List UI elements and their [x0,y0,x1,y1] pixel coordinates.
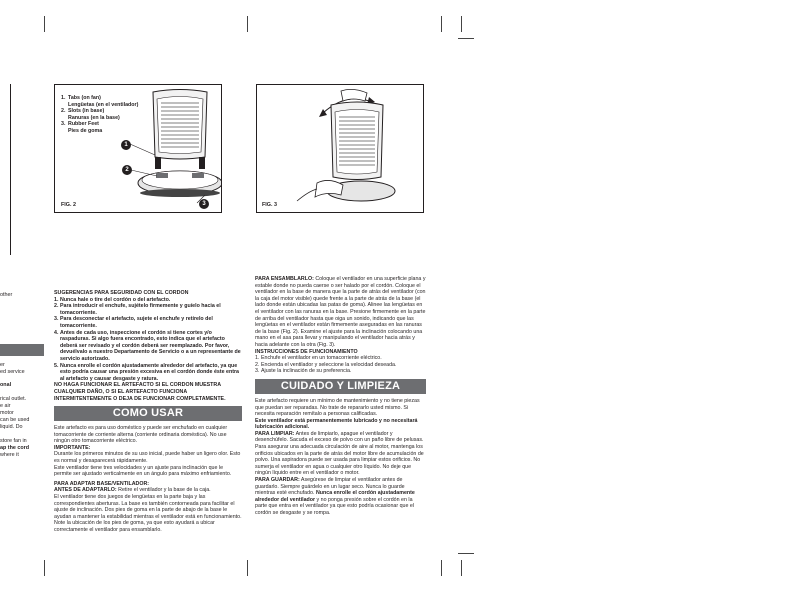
safety-item [54,297,242,304]
operation-step [255,362,426,369]
part-number: 1. [61,95,66,101]
part-name-es: Pies de goma [68,127,103,134]
left-page-fragment: where it [0,452,19,458]
item-number: 4. [54,329,59,336]
callout-1: 1 [121,140,131,150]
step-number: 3. [255,368,260,375]
cuidado-intro: Este artefacto requiere un mínimo de mantenimiento y no tiene piezas que puedan ser reparadas. No trate de repararlo usted mismo. Si necesita reparación remítalo a personas calificadas. [255,397,420,418]
step-text: Encienda el ventilador y seleccione la velocidad deseada. [261,361,397,368]
safety-item [54,316,242,329]
left-page-fragment: e air [0,403,11,409]
limpiar-label: PARA LIMPIAR: [255,430,295,437]
guardar-label: PARA GUARDAR: [255,477,300,484]
left-page-fragment: motor [0,410,14,416]
left-page-fragment: can be used [0,417,30,423]
adaptar-title: PARA ADAPTAR BASE/VENTILADOR: [54,480,150,487]
fan-and-base-illustration [55,85,222,213]
item-text: Para desconectar el artefacto, sujete el enchufe y retírelo del tomacorriente. [60,316,213,329]
importante-text-2: Este ventilador tiene tres velocidades y un ajuste para inclinación que le permite ser ajustado verticalmente en un ángulo para máximo enfriamiento. [54,464,232,478]
left-page-fragment: liquid. Do [0,424,23,430]
crop-mark [458,553,474,554]
item-text: Antes de cada uso, inspeccione el cordón si tiene cortes y/o raspaduras. Si algo fuera encontrado, esto indica que el artefacto deberá ser revisado y el cordón deberá ser reemplazado. Por favor, devuélvalo a nuestro Departamento de Servicio o a un representante de servicio autorizado. [60,329,241,362]
item-number: 2. [54,303,59,310]
crop-mark [441,560,442,576]
guardar-bold-text: Nunca enrolle el cordón ajustadamente alrededor del ventilador [255,490,415,503]
safety-item [54,363,242,383]
importante-text-1: Durante los primeros minutos de su uso inicial, puede haber un ligero olor. Esto es normal y desaparecerá rápidamente. [54,451,241,465]
instrucciones-title: INSTRUCCIONES DE FUNCIONAMIENTO [255,348,358,355]
step-number: 2. [255,361,260,368]
left-page-fragment: er [0,362,5,368]
operation-step [255,355,426,362]
importante-title: IMPORTANTE: [54,444,91,451]
item-text: Nunca enrolle el cordón ajustadamente alrededor del artefacto, ya que esto podría causar una presión excesiva en el cordón donde éste entra al artefacto y causar desgaste y ratura. [60,362,239,382]
left-page-fragment: onal [0,382,12,388]
intro-text: Este artefacto es para uso doméstico y puede ser enchufado en cualquier tomacorriente de corriente alterna (corriente ordinaria doméstica). No use ningún otro tomacorriente eléctrico. [54,425,228,445]
fig3-label: FIG. 3 [262,202,277,208]
asegurar-text: Para asegurar una adecuada circulación de aire al motor, mantenga los orificios ubicados en la parte de atrás del motor libre de acumulación de polvo. Una aspiradora puede ser usada para limpiar estos orificios. No sumerja el ventilador en agua o cualquier otro líquido. No deje que ningún líquido entre en el ventilador o motor. [255,444,424,477]
guardar-text: Asegúrese de limpiar el ventilador antes de guardarlo. Siempre guárdelo en un lugar seco. Nunca lo guarde mientras esté enchufado. [255,477,405,497]
column-right [255,276,426,517]
left-page-fragment: store fan in [0,438,27,444]
fan-tilt-illustration [257,85,424,213]
part-number: 2. [61,108,66,115]
item-number: 1. [54,296,59,303]
guardar-tail-text: y no ponga presión sobre el cordón en la parte que entra en el ventilador ya que esto podría ocasionar que el cordón se desgaste y se rompa. [255,496,415,516]
crop-mark [247,16,248,32]
step-number: 1. [255,355,260,362]
left-page-fragment: ap the cord [0,445,30,451]
left-page-fragment: ed service [0,369,25,375]
callout-2: 2 [122,165,132,175]
operation-step [255,368,426,375]
callout-3: 3 [199,199,209,209]
part-name-en: Rubber Feet [68,121,99,128]
section-banner-cuidado: CUIDADO Y LIMPIEZA [255,379,426,394]
limpiar-text: Antes de limpiarlo, apague el ventilador y desenchúfelo. Sacuda el exceso de polvo con un paño libre de pelusas. [255,430,424,444]
step-text: Enchufe el ventilador en un tomacorriente eléctrico. [261,355,382,362]
crop-mark [458,38,474,39]
part-name-es: Ranuras (en la base) [68,114,120,121]
left-page-figure-edge [0,84,11,255]
left-page-fragment: rical outlet. [0,396,27,402]
warning-text: NO HAGA FUNCIONAR EL ARTEFACTO SI EL CORDON MUESTRA CUALQUIER DAÑO, O SI EL ARTEFACTO FUNCIONA INTERMITENTEMENTE O DEJA DE FUNCIONAR COMPLETAMENTE. [54,382,226,402]
fig2-label: FIG. 2 [61,202,76,208]
column-left [54,290,242,534]
antes-paragraph [54,487,242,494]
limpiar-paragraph [255,431,426,444]
crop-mark [44,16,45,32]
safety-item [54,303,242,316]
item-number: 5. [54,362,59,369]
part-name-en: Tabs (on fan) [68,95,101,101]
ensamblar-paragraph [255,276,426,349]
step-text: Ajuste la inclinación de su preferencia. [261,368,352,375]
item-text: Para introducir el enchufe, sujételo firmemente y guíelo hacia el tomacorriente. [60,303,221,316]
part-name-en: Slots (in base) [68,108,105,115]
crop-mark [44,560,45,576]
crop-mark [461,560,462,576]
crop-mark [441,16,442,32]
part-name-es: Lengüetas (en el ventilador) [68,101,139,108]
ensamblar-text: Coloque el ventilador en una superficie plana y estable donde no pueda caerse o ser halado por el cordón. Coloque el ventilador en la base de manera que la parte de atrás del ventilador (con la caja del motor visible) quede frente a la parte de atrás de la base (el lado donde están ubicadas las patas de goma). Alinee las lengüetas en el ventilador con las ranuras en la base. Presione firmemente en la parte de arriba del ventilador hasta que oiga un sonido, indicando que las lengüetas en el ventilador están firmemente aseguradas en las ranuras de la base (Fig. 2). Examine el ajuste para la inclinación colocando una mano en el asa para llevar y manipulando el ventilador hacia atrás y hacia adelante con la otra (Fig. 3). [255,276,426,348]
left-page-banner [0,344,44,356]
cord-safety-title: SUGERENCIAS PARA SEGURIDAD CON EL CORDON [54,290,189,296]
base-description: El ventilador tiene dos juegos de lengüetas en la parte baja y las correspondientes aberturas. La base es también contorneada para facilitar el ajuste de inclinación. Dos pies de goma en la parte de abajo de la base le ayudan a mantener la estabilidad mientras el ventilador está en funcionamiento. Note la ubicación de los pies de goma, ya que esto ayudará a ubicar correctamente el ventilador para ensamblarlo. [54,494,242,533]
item-number: 3. [54,316,59,323]
antes-text: Retire el ventilador y la base de la caja. [116,487,211,494]
lubricado-text: Este ventilador está permanentemente lubricado y no necesitará lubricación adicional. [255,417,418,431]
safety-item [54,330,242,363]
guardar-paragraph [255,477,426,517]
figure-3 [256,84,424,213]
figure-2 [54,84,222,213]
left-page-fragment: other [0,292,13,298]
crop-mark [247,560,248,576]
crop-mark [461,16,462,32]
ensamblar-label: PARA ENSAMBLARLO: [255,276,314,282]
antes-label: ANTES DE ADAPTARLO: [54,487,117,494]
part-number: 3. [61,121,66,128]
section-banner-como-usar: COMO USAR [54,406,242,421]
item-text: Nunca hale o tire del cordón o del artefacto. [60,296,171,303]
